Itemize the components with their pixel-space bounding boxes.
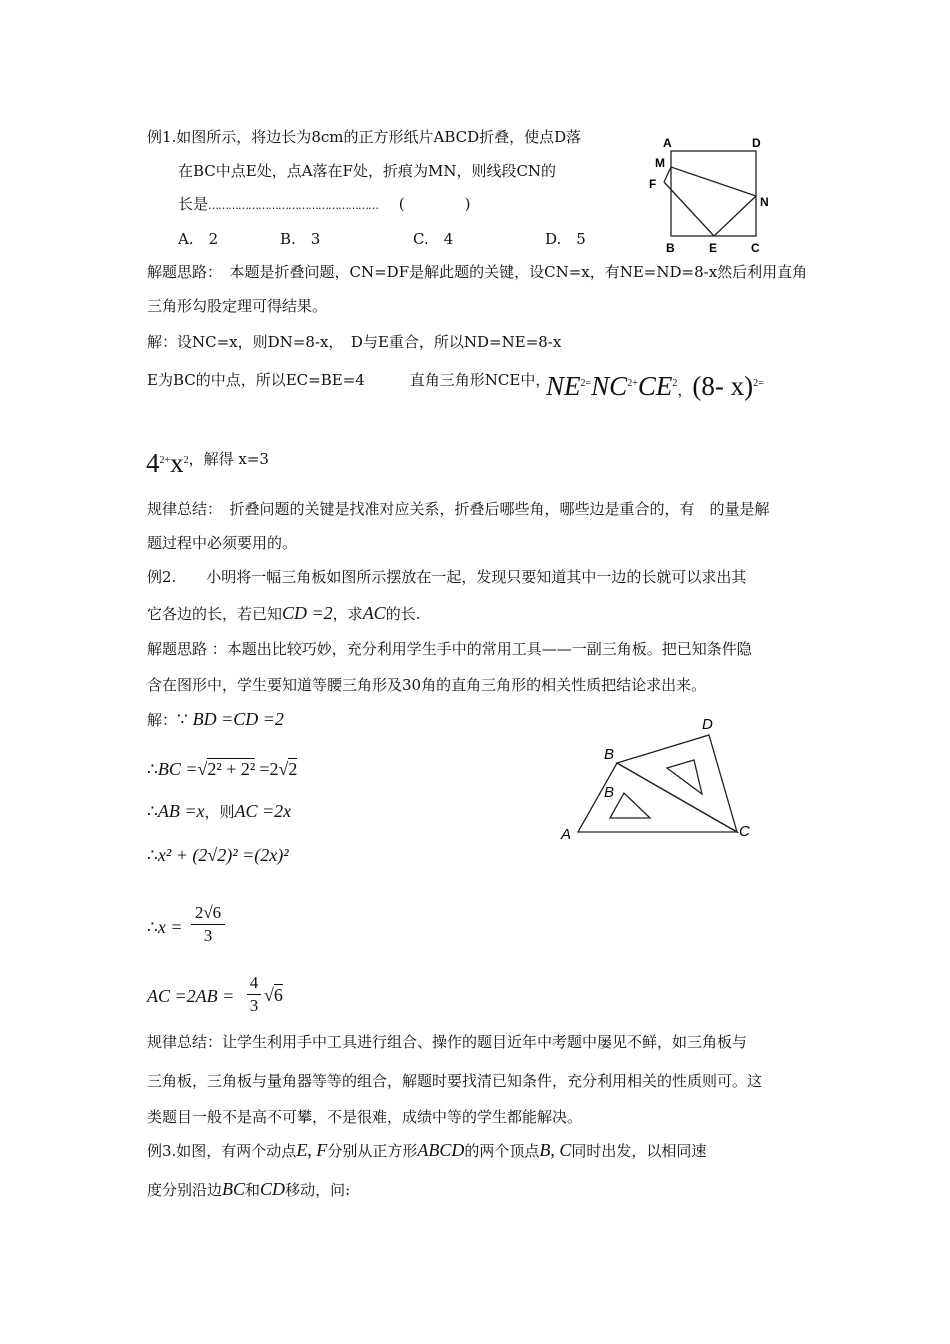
ex3-line1: 例3.如图，有两个动点E, F分别从正方形ABCD的两个顶点B, C同时出发，以相同速 — [147, 1140, 707, 1160]
ex2-step6: AC =2AB = — [147, 986, 235, 1006]
ex2-step1: 解：∵ BD =CD =2 — [147, 709, 284, 729]
segment-mf — [664, 167, 671, 182]
formula-ne: NE — [546, 371, 581, 401]
ex2-step2: ∴BC =√2² + 2² =2√2 — [147, 759, 298, 779]
ex1-solution-2: E为BC的中点，所以EC=BE=4 直角三角形NCE中， — [147, 371, 551, 389]
label-m: M — [655, 156, 665, 170]
ex2-step6-radical: √6 — [264, 985, 283, 1005]
square-abcd — [671, 151, 756, 236]
ex3-line2: 度分别沿边BC和CD移动，问: — [147, 1179, 351, 1199]
ex1-idea-2: 三角形勾股定理可得结果。 — [147, 297, 328, 315]
ex1-leader-dots: …………………………………………… — [208, 199, 379, 212]
ex2-given: CD =2 — [282, 603, 333, 623]
label-b2-inner: B — [604, 784, 615, 801]
ex1-option-b: B. 3 — [280, 230, 321, 248]
ex1-option-c: C. 4 — [413, 230, 454, 248]
label-d: D — [752, 136, 761, 150]
ex2-idea-1: 解题思路 ：本题出比较巧妙，充分利用学生手中的常用工具——一副三角板。把已知条件隐 — [147, 640, 752, 658]
inner-hole-1 — [610, 793, 650, 818]
inner-hole-2 — [667, 760, 702, 794]
ex1-formula-cont: $4^{2+}x^{2,解得 x=3}$ — [146, 448, 269, 478]
label-f: F — [649, 177, 657, 191]
label-c: C — [751, 241, 760, 255]
ex1-solution-1: 解：设NC=x，则DN=8-x， D与E重合，所以ND=NE=8-x — [147, 333, 562, 351]
ex1-option-d: D. 5 — [545, 230, 586, 248]
formula-nc: NC — [591, 371, 628, 401]
ex2-step5-fraction: 2√6 3 — [191, 903, 225, 946]
ex1-line2: 在BC中点E处，点A落在F处，折痕为MN，则线段CN的 — [178, 162, 557, 180]
ex1-formula: $NE^{2=}NC^{2+}CE^2$，(8- x)$^{2=}$ — [546, 371, 764, 401]
ex1-figure — [638, 128, 788, 260]
label-b: B — [666, 241, 675, 255]
ex1-line3 — [178, 195, 471, 215]
segment-en — [714, 196, 756, 236]
triangle-abc — [578, 763, 737, 832]
ex1-answer-paren: ( ) — [398, 195, 471, 213]
label-b2-top: B — [604, 746, 615, 763]
ex2-step3: ∴AB =x，则AC =2x — [147, 801, 292, 821]
ex1-summary-2: 题过程中必须要用的。 — [147, 534, 298, 552]
formula-ce: CE — [637, 371, 673, 401]
ex1-summary-1: 规律总结： 折叠问题的关键是找准对应关系，折叠后哪些角，哪些边是重合的，有 的量是解 — [147, 500, 770, 518]
ex2-line1: 例2. 小明将一幅三角板如图所示摆放在一起，发现只要知道其中一边的长就可以求出其 — [147, 568, 747, 586]
ex2-step4: ∴x² + (2√2)² =(2x)² — [147, 845, 289, 865]
label-a2: A — [561, 826, 572, 842]
ex2-step5: ∴x = — [147, 917, 183, 937]
label-c2: C — [739, 823, 750, 840]
ex1-line3-prefix: 长是 — [178, 195, 209, 213]
ex2-line2: 它各边的长，若已知CD =2，求AC的长. — [147, 603, 421, 623]
ex2-summary-1: 规律总结：让学生利用手中工具进行组合、操作的题目近年中考题中屡见不鲜，如三角板与 — [147, 1033, 748, 1051]
ex1-option-a: A. 2 — [178, 230, 219, 248]
ex2-step6-fraction: 4 3 — [247, 973, 261, 1016]
ex1-line1: 例1.如图所示，将边长为8cm的正方形纸片ABCD折叠，使点D落 — [147, 128, 582, 146]
fold-line-mn — [671, 167, 756, 196]
label-n: N — [760, 195, 769, 209]
ex2-summary-2: 三角板，三角板与量角器等等的组合，解题时要找清已知条件，充分利用相关的性质则可。这 — [147, 1072, 763, 1090]
ex1-idea-1: 解题思路： 本题是折叠问题，CN=DF是解此题的关键，设CN=x，有NE=ND=8-x然后利用直角 — [147, 263, 808, 281]
formula-paren: (8- x) — [692, 371, 754, 401]
ex1-result: ，解得 x=3 — [188, 450, 269, 468]
label-e: E — [709, 241, 718, 255]
label-d2: D — [702, 716, 713, 733]
label-a: A — [663, 136, 672, 150]
ex2-summary-3: 类题目一般不是高不可攀，不是很难，成绩中等的学生都能解决。 — [147, 1108, 583, 1126]
ex2-idea-2: 含在图形中，学生要知道等腰三角形及30角的直角三角形的相关性质把结论求出来。 — [147, 676, 707, 694]
ex2-figure — [555, 712, 765, 842]
